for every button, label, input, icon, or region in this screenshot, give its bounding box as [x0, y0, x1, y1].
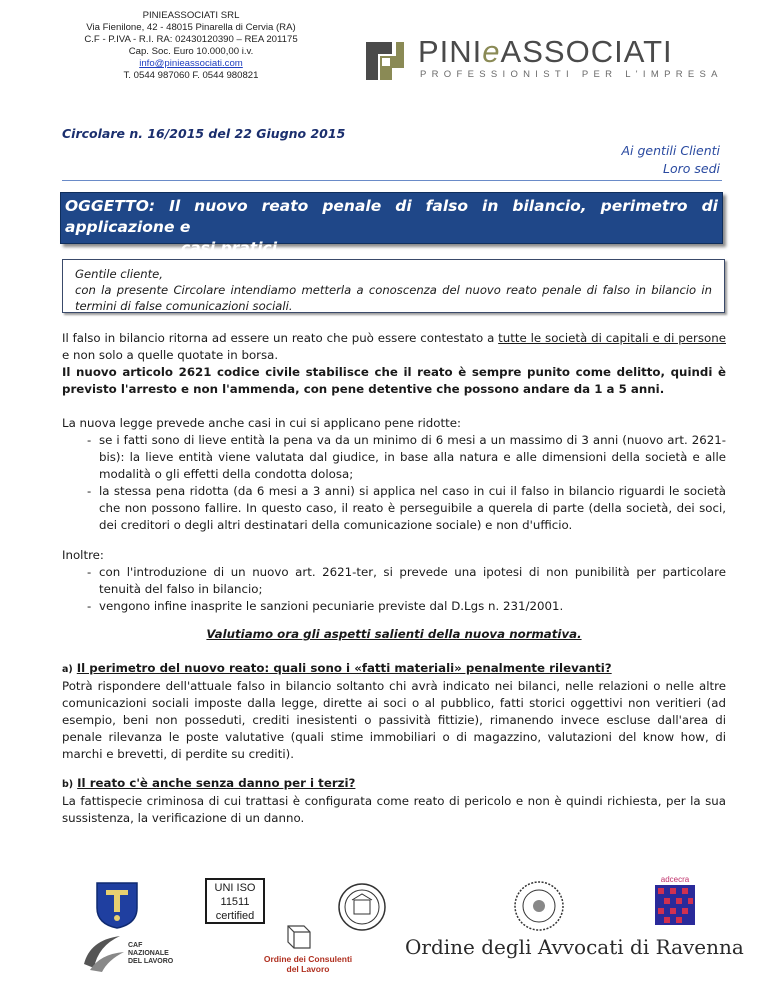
shield-emblem-icon — [92, 880, 142, 930]
inoltre-section — [62, 547, 726, 615]
caf-line1: CAF — [128, 942, 143, 949]
uni-iso-badge — [205, 878, 265, 924]
logo-name: PINIeASSOCIATI — [418, 34, 673, 69]
valutiamo-heading: Valutiamo ora gli aspetti salienti della nuova normativa. — [206, 627, 582, 641]
consulenti-line2: del Lavoro — [286, 964, 330, 974]
subject-box — [60, 192, 723, 257]
section-a-heading: a) Il perimetro del nuovo reato: quali sono i «fatti materiali» penalmente rilevanti? — [62, 661, 612, 675]
subject-line1: OGGETTO: Il nuovo reato penale di falso in bilancio, perimetro di applicazione e — [65, 197, 718, 236]
logo-tagline: PROFESSIONISTI PER L'IMPRESA — [420, 69, 723, 80]
list-item: - con l'introduzione di un nuovo art. 2621-ter, si prevede una ipotesi di non punibilità per particolare tenuità del falso in bilancio; — [62, 564, 726, 598]
recipients-line2: Loro sedi — [663, 161, 720, 176]
section-a — [62, 660, 726, 763]
section-b-text: La fattispecie criminosa di cui trattasi è configurata come reato di pericolo e non è quindi richiesta, per la sua sussistenza, la verificazione di un danno. — [62, 794, 726, 825]
mosaic-icon — [655, 885, 695, 925]
caf-swoosh-icon — [80, 930, 126, 974]
company-name: PINIEASSOCIATI SRL — [142, 10, 240, 21]
company-email-link[interactable]: info@pinieassociati.com — [139, 58, 243, 69]
list-item: - vengono infine inasprite le sanzioni pecuniarie previste dal D.Lgs n. 231/2001. — [62, 598, 726, 615]
company-info — [60, 10, 322, 82]
intro-p1: Il falso in bilancio ritorna ad essere un reato che può essere contestato a tutte le società di capitali e di persone e non solo a quelle quotate in borsa. — [62, 331, 726, 362]
inoltre-lead: Inoltre: — [62, 548, 104, 562]
company-logo — [362, 34, 723, 90]
consulenti-logo — [258, 922, 358, 978]
uni-iso-line3: certified — [215, 910, 255, 922]
section-a-text: Potrà rispondere dell'attuale falso in bilancio soltanto chi avrà indicato nei bilanci, nelle relazioni o nelle altre comunicazioni sociali imposte dalla legge, dirette ai soci o al pubblico, fatti storici oggettivi non veritieri (ad esempio, beni non posseduti, crediti inesistenti o passività fittizie), rimanendo invece escluse dall'area di penale rilevanza le poste valutative (quali stime immobiliari o di magazzino, valutazioni del know how, di marchi e brevetti, di perdite su crediti). — [62, 679, 726, 761]
caf-line3: DEL LAVORO — [128, 958, 174, 965]
adcecra-label: adcecra — [660, 875, 690, 884]
reduced-penalties — [62, 415, 726, 534]
intro-p2: Il nuovo articolo 2621 codice civile stabilisce che il reato è sempre punito come delitto, quindi è previsto l'arresto e non l'ammenda, con pene detentive che possono andare da 1 a 5 anni. — [62, 365, 726, 396]
reduced-lead: La nuova legge prevede anche casi in cui si applicano pene ridotte: — [62, 416, 461, 430]
company-capital: Cap. Soc. Euro 10.000,00 i.v. — [128, 46, 254, 57]
round-stamp-icon — [513, 880, 565, 932]
recipients — [622, 142, 721, 178]
section-b — [62, 775, 726, 827]
header-divider — [62, 180, 722, 181]
subject-line2: casi pratici. — [181, 239, 283, 257]
uni-iso-line2: 11511 — [220, 896, 250, 908]
company-phone: T. 0544 987060 F. 0544 980821 — [123, 70, 259, 81]
consulenti-line1: Ordine dei Consulenti — [263, 954, 353, 964]
greeting-text: con la presente Circolare intendiamo metterla a conoscenza del nuovo reato penale di falso in bilancio in termini di false comunicazioni sociali. — [75, 283, 712, 313]
adcecra-logo — [655, 875, 695, 929]
recipients-line1: Ai gentili Clienti — [621, 143, 720, 158]
logo-mark-icon — [362, 38, 408, 84]
company-fiscal: C.F - P.IVA - R.I. RA: 02430120390 – REA 201175 — [84, 34, 298, 45]
caf-line2: NAZIONALE — [128, 950, 169, 957]
list-item: - se i fatti sono di lieve entità la pena va da un minimo di 6 mesi a un massimo di 3 anni (nuovo art. 2621-bis): la lieve entità viene valutata dal giudice, in base alla natura e alle dimensioni della società e alle modalità o gli effetti della condotta dolosa; — [62, 432, 726, 483]
cube-icon — [278, 922, 318, 952]
greeting-salutation: Gentile cliente, — [75, 267, 163, 281]
list-item: - la stessa pena ridotta (da 6 mesi a 3 anni) si applica nel caso in cui il falso in bilancio riguardi le società che non possono fallire. In questo caso, il reato è perseguibile a querela di parte (della società, dei soci, dei creditori o degli altri destinatari della comunicazione sociale) e non d'ufficio. — [62, 483, 726, 534]
greeting-box — [62, 259, 725, 313]
intro-paragraph — [62, 330, 726, 398]
company-address: Via Fienilone, 42 - 48015 Pinarella di Cervia (RA) — [86, 22, 296, 33]
avvocati-logo-text: Ordine degli Avvocati di Ravenna — [405, 935, 744, 959]
circular-number: Circolare n. 16/2015 del 22 Giugno 2015 — [62, 126, 346, 141]
uni-iso-line1: UNI ISO — [214, 882, 256, 894]
section-b-heading: b) Il reato c'è anche senza danno per i terzi? — [62, 776, 356, 790]
caf-logo — [80, 930, 190, 974]
